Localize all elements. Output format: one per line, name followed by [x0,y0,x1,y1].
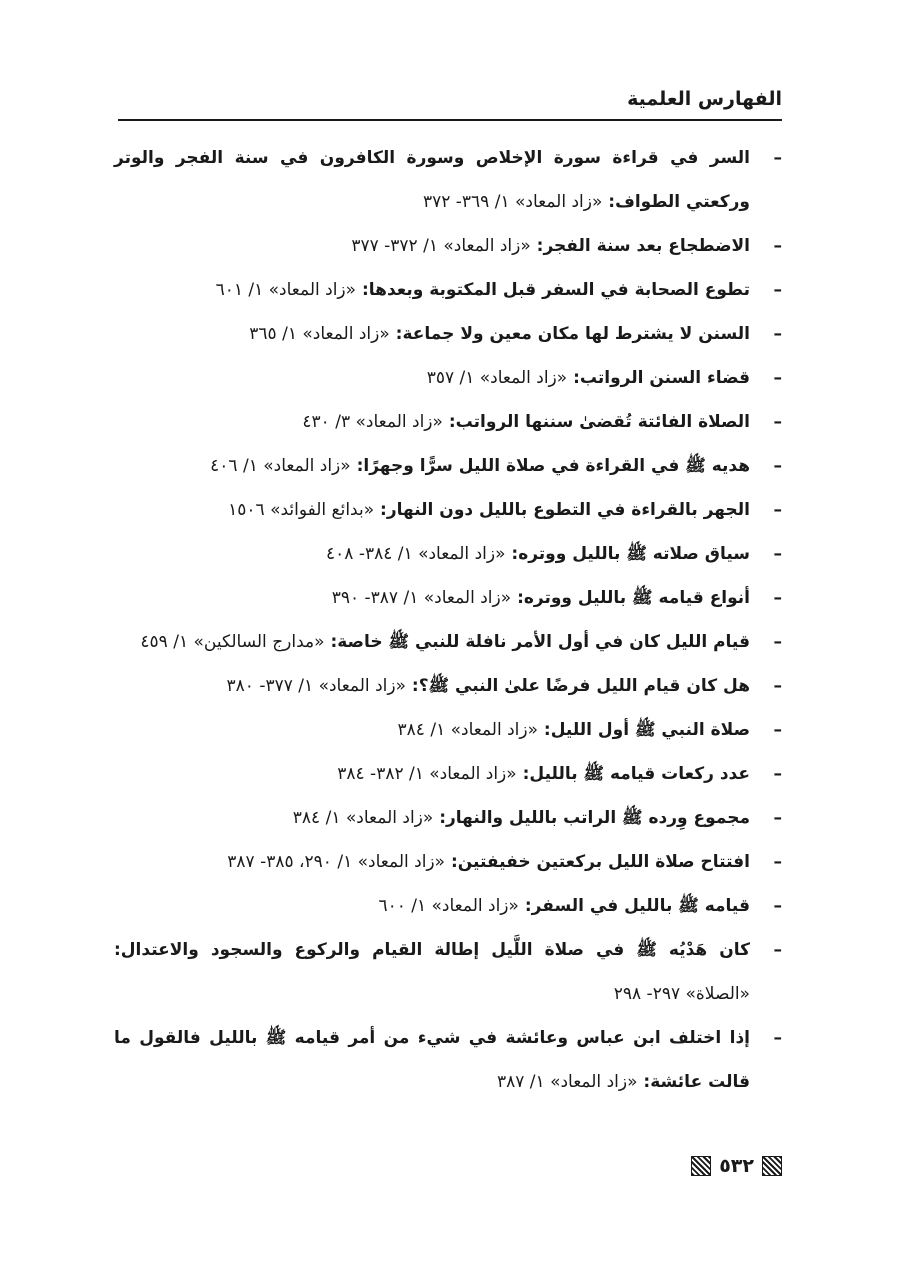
entry-source: «الصلاة» ٢٩٧- ٢٩٨ [613,984,750,1004]
entry-dash: – [773,456,782,476]
entry-topic: مجموع وِرده ﷺ الراتب بالليل والنهار: [439,808,750,828]
entry-source: «زاد المعاد» ١/ ٣٨٧- ٣٩٠ [331,588,512,608]
entry-dash: – [773,412,782,432]
index-entry [114,312,782,356]
entry-topic: تطوع الصحابة في السفر قبل المكتوبة وبعدها: [361,280,750,300]
entry-topic: هل كان قيام الليل فرضًا علىٰ النبي ﷺ؟: [411,676,750,696]
entry-dash: – [773,720,782,740]
entry-dash: – [773,368,782,388]
entry-topic: أنواع قيامه ﷺ بالليل ووتره: [517,588,750,608]
entry-source: «زاد المعاد» ١/ ٦٠١ [215,280,357,300]
entry-source: «زاد المعاد» ١/ ٦٠٠ [378,896,519,916]
entry-dash: – [773,940,782,960]
header-rule [118,119,782,121]
entry-dash: – [773,280,782,300]
entry-source: «زاد المعاد» ١/ ٣٦٥ [249,324,390,344]
entry-topic: قضاء السنن الرواتب: [573,368,750,388]
entry-dash: – [773,324,782,344]
entry-dash: – [773,852,782,872]
entry-dash: – [773,500,782,520]
entry-source: «مدارج السالكين» ١/ ٤٥٩ [140,632,325,652]
entry-source: «زاد المعاد» ٣/ ٤٣٠ [302,412,443,432]
entry-source: «زاد المعاد» ١/ ٣٨٤ [292,808,434,828]
entry-source: «بدائع الفوائد» ١٥٠٦ [228,500,375,520]
index-entry [114,796,782,840]
page-number: ٥٣٢ [719,1155,754,1177]
index-entry [114,928,782,1016]
ornament-icon [691,1156,711,1176]
entry-dash: – [773,808,782,828]
entry-source: «زاد المعاد» ١/ ٣٨٧ [496,1072,638,1092]
entry-dash: – [773,896,782,916]
index-entry [114,224,782,268]
index-entry [114,136,782,224]
entry-dash: – [773,588,782,608]
ornament-icon [762,1156,782,1176]
entry-source: «زاد المعاد» ١/ ٢٩٠، ٣٨٥- ٣٨٧ [227,852,446,872]
entry-topic: كان هَدْيُه ﷺ في صلاة اللَّيل إطالة القيام والركوع والسجود والاعتدال: [114,940,750,960]
entry-topic: صلاة النبي ﷺ أول الليل: [543,720,750,740]
entry-dash: – [773,764,782,784]
entry-topic: سياق صلاته ﷺ بالليل ووتره: [511,544,750,564]
index-entry [114,708,782,752]
entry-source: «زاد المعاد» ١/ ٣٨٤ [397,720,538,740]
index-entry [114,356,782,400]
entry-topic: السنن لا يشترط لها مكان معين ولا جماعة: [395,324,750,344]
entry-dash: – [773,544,782,564]
index-entry [114,488,782,532]
index-entry [114,532,782,576]
index-entry [114,884,782,928]
entry-dash: – [773,148,782,168]
entry-topic: افتتاح صلاة الليل بركعتين خفيفتين: [450,852,750,872]
index-entry-list [114,136,782,1104]
entry-topic: هديه ﷺ في القراءة في صلاة الليل سرًّا وجهرًا: [356,456,750,476]
entry-topic: السر في قراءة سورة الإخلاص وسورة الكافرون في سنة الفجر والوتر وركعتي الطواف: [114,148,750,212]
entry-topic: عدد ركعات قيامه ﷺ بالليل: [522,764,750,784]
index-entry [114,400,782,444]
entry-source: «زاد المعاد» ١/ ٣٧٧- ٣٨٠ [226,676,406,696]
entry-source: «زاد المعاد» ١/ ٣٦٩- ٣٧٢ [422,192,603,212]
entry-topic: الاضطجاع بعد سنة الفجر: [536,236,750,256]
entry-topic: الجهر بالقراءة في التطوع بالليل دون النهار: [380,500,750,520]
entry-source: «زاد المعاد» ١/ ٣٧٢- ٣٧٧ [351,236,531,256]
index-entry [114,752,782,796]
running-header-title: الفهارس العلمية [627,88,782,110]
entry-topic: قيامه ﷺ بالليل في السفر: [524,896,750,916]
index-entry [114,268,782,312]
entry-topic: إذا اختلف ابن عباس وعائشة في شيء من أمر قيامه ﷺ بالليل فالقول ما قالت عائشة: [114,1028,750,1092]
entry-dash: – [773,676,782,696]
entry-source: «زاد المعاد» ١/ ٣٨٢- ٣٨٤ [337,764,517,784]
index-entry [114,444,782,488]
index-entry [114,620,782,664]
entry-dash: – [773,1028,782,1048]
entry-source: «زاد المعاد» ١/ ٣٨٤- ٤٠٨ [326,544,506,564]
index-entry [114,840,782,884]
entry-source: «زاد المعاد» ١/ ٣٥٧ [426,368,568,388]
index-entry [114,576,782,620]
index-entry [114,664,782,708]
entry-source: «زاد المعاد» ١/ ٤٠٦ [210,456,351,476]
index-entry [114,1016,782,1104]
page-footer [691,1155,782,1177]
entry-topic: قيام الليل كان في أول الأمر نافلة للنبي ﷺ خاصة: [330,632,750,652]
entry-dash: – [773,632,782,652]
entry-topic: الصلاة الفائتة تُقضىٰ سننها الرواتب: [448,412,750,432]
entry-dash: – [773,236,782,256]
